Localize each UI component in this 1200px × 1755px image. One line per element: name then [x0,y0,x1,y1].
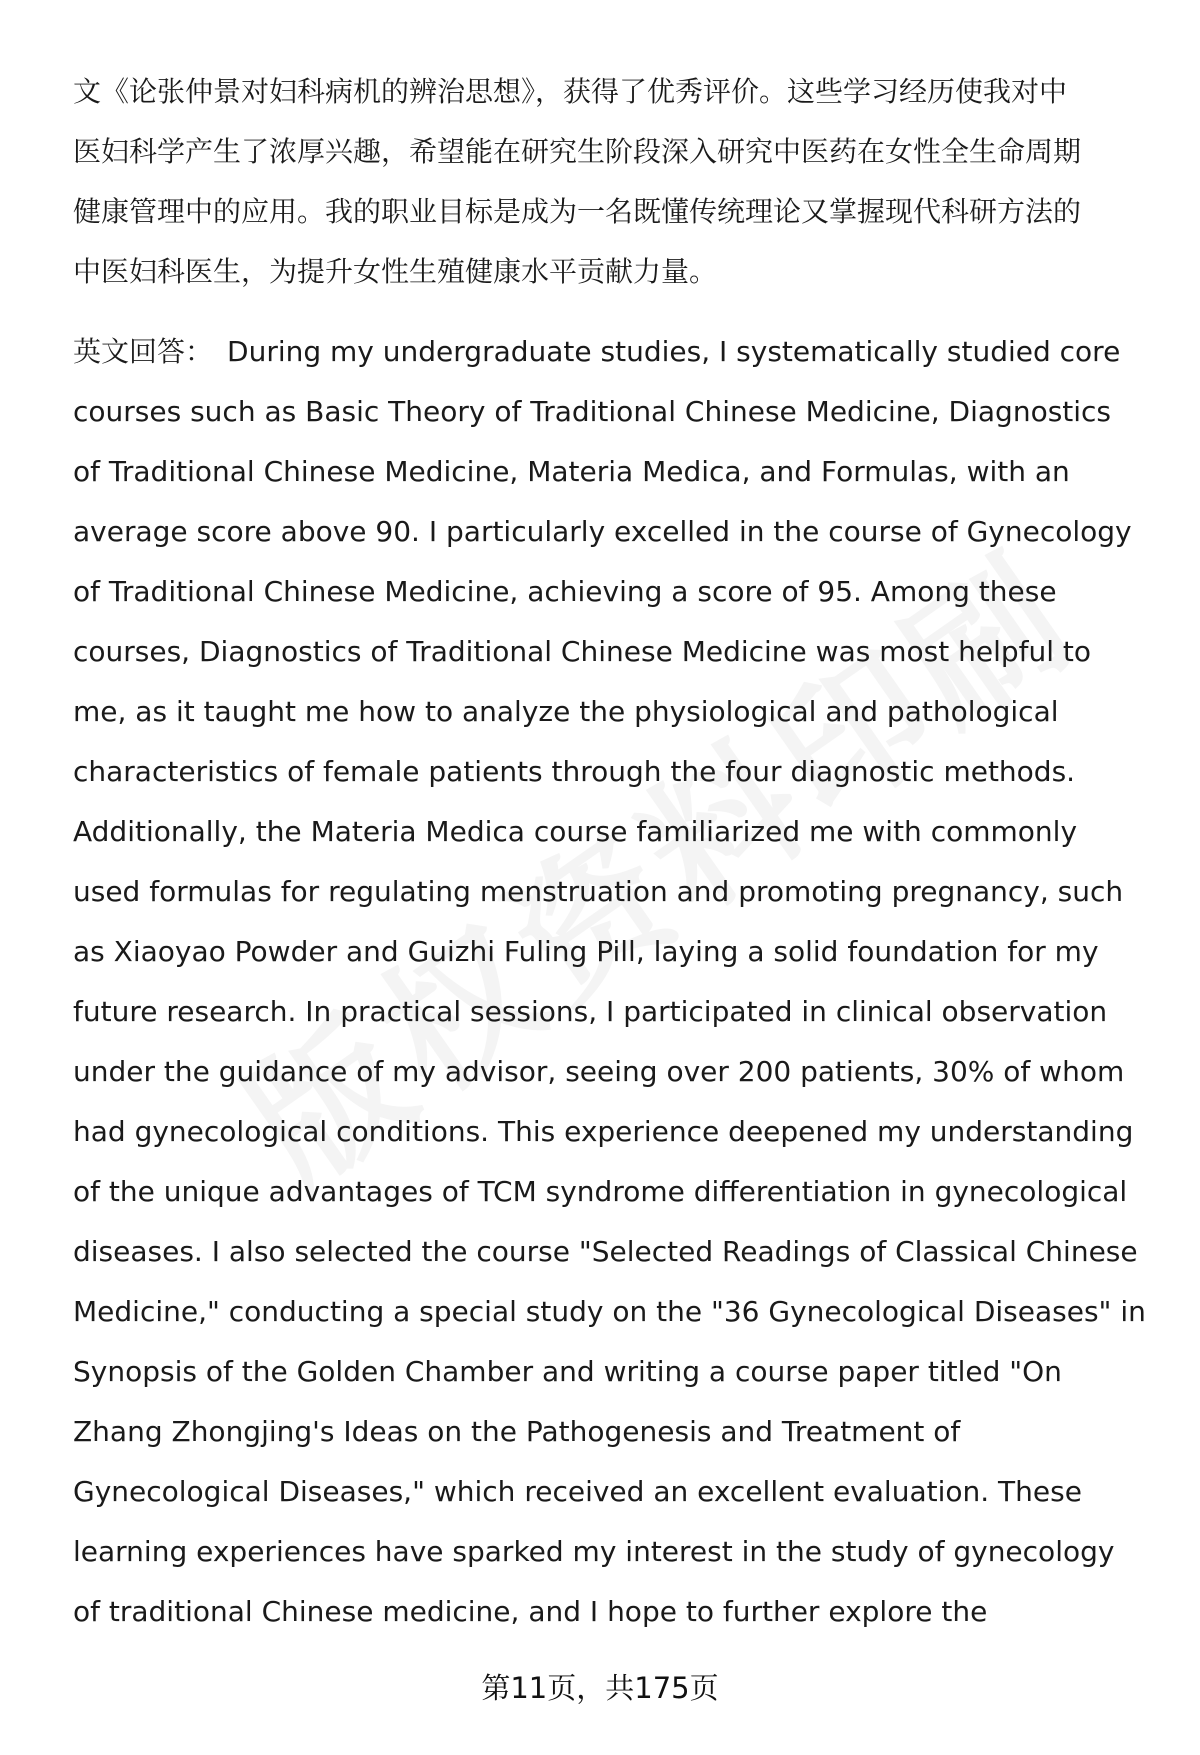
english-line: of the unique advantages of TCM syndrome differentiation in gynecological [73,1175,1128,1208]
english-paragraph [73,322,1163,1642]
english-line: learning experiences have sparked my interest in the study of gynecology [73,1535,1115,1568]
english-line: courses, Diagnostics of Traditional Chinese Medicine was most helpful to [73,635,1092,668]
chinese-line: 健康管理中的应用。我的职业目标是成为一名既懂传统理论又掌握现代科研方法的 [73,195,1082,228]
english-line: Additionally, the Materia Medica course familiarized me with commonly [73,815,1078,848]
english-line: diseases. I also selected the course "Selected Readings of Classical Chinese [73,1235,1138,1268]
english-line: During my undergraduate studies, I systematically studied core [227,335,1121,368]
english-line: used formulas for regulating menstruation and promoting pregnancy, such [73,875,1124,908]
english-line: of traditional Chinese medicine, and I hope to further explore the [73,1595,988,1628]
page-number-footer: 第11页，共175页 [481,1671,719,1705]
english-line: Gynecological Diseases," which received an excellent evaluation. These [73,1475,1082,1508]
english-line: future research. In practical sessions, I participated in clinical observation [73,995,1108,1028]
english-line: Zhang Zhongjing's Ideas on the Pathogenesis and Treatment of [73,1415,961,1448]
english-line: under the guidance of my advisor, seeing over 200 patients, 30% of whom [73,1055,1125,1088]
english-line: Medicine," conducting a special study on the "36 Gynecological Diseases" in [73,1295,1146,1328]
english-line: me, as it taught me how to analyze the physiological and pathological [73,695,1059,728]
chinese-line: 中医妇科医生，为提升女性生殖健康水平贡献力量。 [73,255,718,288]
english-line: as Xiaoyao Powder and Guizhi Fuling Pill, laying a solid foundation for my [73,935,1099,968]
english-first-line [73,322,1163,382]
english-line: characteristics of female patients through the four diagnostic methods. [73,755,1076,788]
english-line: had gynecological conditions. This experience deepened my understanding [73,1115,1134,1148]
chinese-line: 医妇科学产生了浓厚兴趣，希望能在研究生阶段深入研究中医药在女性全生命周期 [73,135,1082,168]
english-answer-label: 英文回答： [73,335,214,368]
chinese-line: 文《论张仲景对妇科病机的辨治思想》，获得了优秀评价。这些学习经历使我对中 [73,75,1068,108]
english-line: courses such as Basic Theory of Traditional Chinese Medicine, Diagnostics [73,395,1112,428]
english-line: of Traditional Chinese Medicine, Materia Medica, and Formulas, with an [73,455,1070,488]
english-line: Synopsis of the Golden Chamber and writing a course paper titled "On [73,1355,1062,1388]
english-line: average score above 90. I particularly excelled in the course of Gynecology [73,515,1132,548]
english-line: of Traditional Chinese Medicine, achieving a score of 95. Among these [73,575,1057,608]
page-content [73,62,1163,1642]
chinese-paragraph [73,62,1163,302]
